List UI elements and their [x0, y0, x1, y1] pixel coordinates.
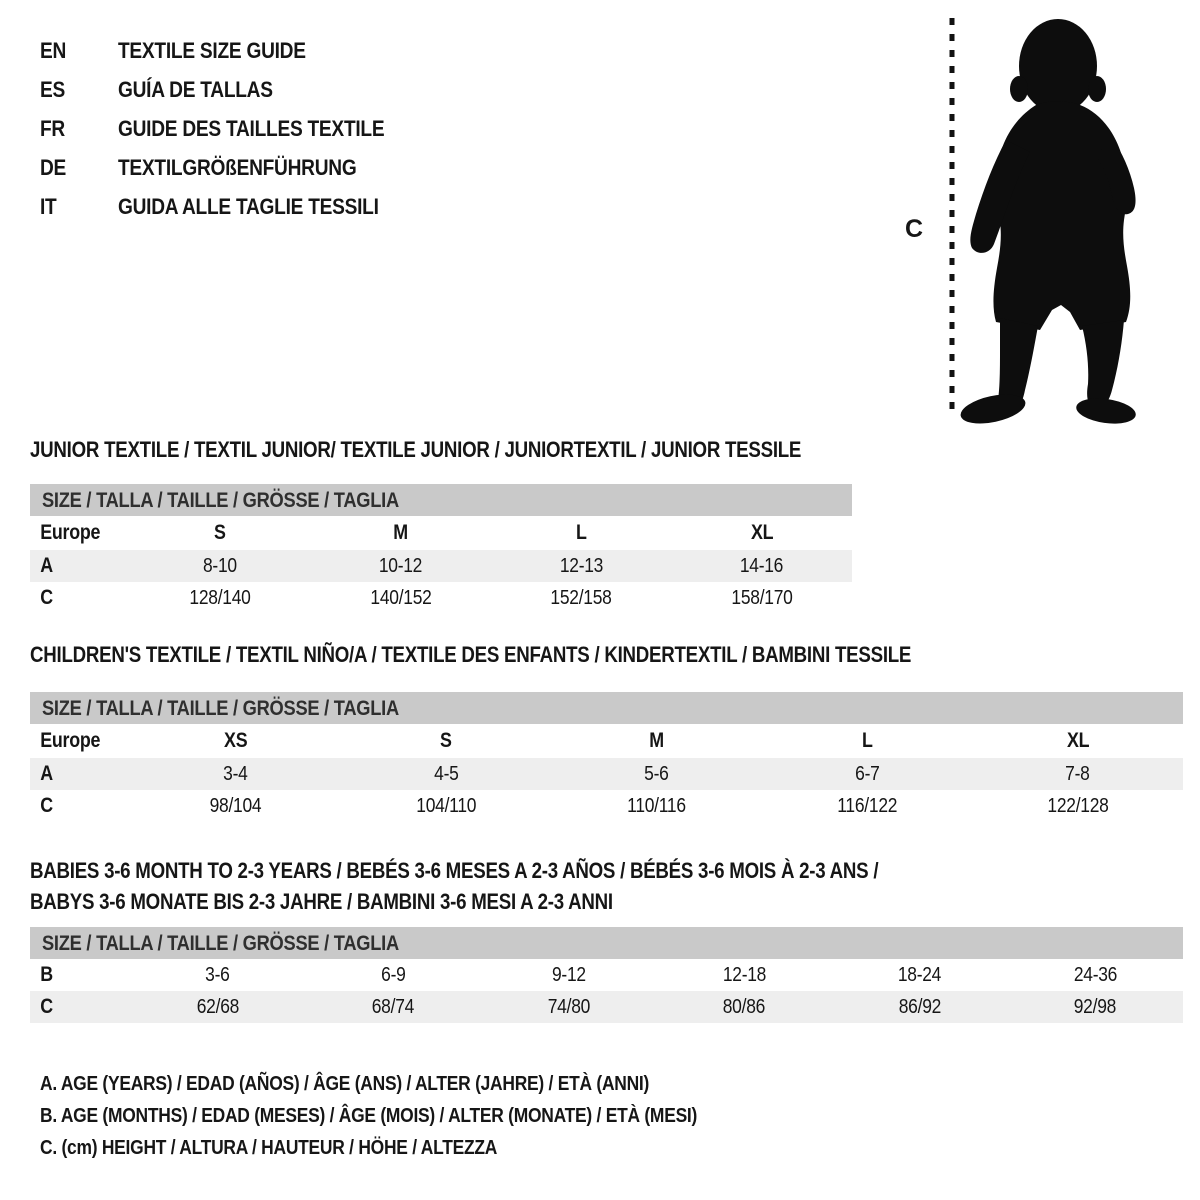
language-title: GUÍA DE TALLAS — [118, 76, 273, 102]
section-title-line — [30, 438, 1183, 462]
cell-value: 7-8 — [1065, 762, 1090, 785]
size-table — [30, 484, 852, 614]
cell-value: 10-12 — [379, 554, 423, 577]
table-cell — [657, 995, 833, 1019]
language-row — [40, 109, 431, 148]
section-title-text: JUNIOR TEXTILE / TEXTIL JUNIOR/ TEXTILE JUNIOR / JUNIORTEXTIL / JUNIOR TESSILE — [30, 437, 802, 462]
row-label: C — [40, 586, 53, 609]
table-cell — [551, 794, 762, 818]
toddler-silhouette — [958, 19, 1137, 429]
cell-value: 4-5 — [433, 762, 459, 785]
footnote-text: B. AGE (MONTHS) / EDAD (MESES) / ÂGE (MOIS) / ALTER (MONATE) / ETÀ (MESI) — [40, 1104, 698, 1127]
table-cell — [972, 729, 1183, 753]
cell-value: 140/152 — [370, 586, 432, 609]
size-header-text: SIZE / TALLA / TAILLE / GRÖSSE / TAGLIA — [42, 695, 399, 720]
section-title — [30, 438, 1183, 462]
row-label: A — [40, 554, 53, 577]
table-row — [30, 724, 1183, 758]
section-title-text: CHILDREN'S TEXTILE / TEXTIL NIÑO/A / TEXTILE DES ENFANTS / KINDERTEXTIL / BAMBINI TESSILE — [30, 642, 912, 667]
footnotes — [40, 1068, 813, 1164]
size-guide-section — [30, 855, 1183, 1023]
footnote-text: C. (cm) HEIGHT / ALTURA / HAUTEUR / HÖHE / ALTEZZA — [40, 1136, 498, 1159]
cell-value: 14-16 — [740, 554, 784, 577]
table-row — [30, 959, 1183, 991]
size-table — [30, 927, 1183, 1023]
cell-value: XS — [223, 729, 247, 752]
footnote — [40, 1068, 813, 1100]
table-cell — [341, 729, 552, 753]
size-table — [30, 692, 1183, 822]
cell-value: M — [649, 729, 664, 752]
table-cell — [306, 963, 482, 987]
row-label: C — [40, 995, 53, 1018]
language-title: TEXTILGRÖßENFÜHRUNG — [118, 154, 357, 180]
table-cell — [311, 554, 492, 578]
cell-value: 12-13 — [559, 554, 603, 577]
section-title-line — [30, 855, 1183, 886]
height-figure — [940, 0, 1200, 440]
language-row — [40, 187, 431, 226]
height-measure-label: C — [905, 215, 924, 243]
size-guide-section — [30, 438, 1183, 614]
size-header-text: SIZE / TALLA / TAILLE / GRÖSSE / TAGLIA — [42, 487, 399, 512]
table-cell — [311, 521, 492, 545]
table-cell — [130, 762, 341, 786]
cell-value: 74/80 — [547, 995, 590, 1018]
row-label: Europe — [40, 521, 101, 544]
section-title-line — [30, 886, 1183, 917]
table-cell — [130, 794, 341, 818]
table-cell — [130, 586, 311, 610]
table-cell — [481, 995, 657, 1019]
language-row — [40, 148, 431, 187]
language-title: TEXTILE SIZE GUIDE — [118, 37, 306, 63]
size-header-bar — [30, 927, 1183, 959]
section-title — [30, 855, 1183, 917]
language-code: IT — [40, 193, 57, 219]
table-cell — [1008, 995, 1184, 1019]
cell-value: 104/110 — [415, 794, 476, 817]
table-cell — [491, 586, 672, 610]
cell-value: L — [861, 729, 873, 752]
language-title: GUIDE DES TAILLES TEXTILE — [118, 115, 385, 141]
table-cell — [672, 586, 853, 610]
cell-value: S — [440, 729, 452, 752]
cell-value: 3-6 — [205, 963, 230, 986]
cell-value: 92/98 — [1074, 995, 1117, 1018]
row-label: C — [40, 794, 53, 817]
table-cell — [130, 729, 341, 753]
cell-value: 128/140 — [189, 586, 251, 609]
cell-value: M — [393, 521, 409, 544]
size-header-bar — [30, 692, 1183, 724]
cell-value: 110/116 — [627, 794, 686, 817]
cell-value: 24-36 — [1073, 963, 1117, 986]
cell-value: 122/128 — [1047, 794, 1109, 817]
table-cell — [341, 794, 552, 818]
row-label: A — [40, 762, 53, 785]
section-title-text: BABYS 3-6 MONATE BIS 2-3 JAHRE / BAMBINI 3-6 MESI A 2-3 ANNI — [30, 889, 613, 914]
language-code: FR — [40, 115, 65, 141]
language-row — [40, 70, 431, 109]
language-title: GUIDA ALLE TAGLIE TESSILI — [118, 193, 379, 219]
section-title-text: BABIES 3-6 MONTH TO 2-3 YEARS / BEBÉS 3-6 MESES A 2-3 AÑOS / BÉBÉS 3-6 MOIS À 2-3 ANS / — [30, 858, 879, 883]
table-row — [30, 582, 852, 614]
section-title-line — [30, 643, 1183, 667]
cell-value: 3-4 — [223, 762, 248, 785]
height-figure-graphic — [940, 0, 1200, 440]
cell-value: 9-12 — [551, 963, 586, 986]
table-row — [30, 550, 852, 582]
cell-value: 8-10 — [203, 554, 238, 577]
size-header-bar — [30, 484, 852, 516]
row-label: B — [40, 963, 53, 986]
table-cell — [832, 995, 1008, 1019]
table-cell — [491, 521, 672, 545]
cell-value: 62/68 — [196, 995, 239, 1018]
language-code: DE — [40, 154, 67, 180]
sections — [30, 438, 1183, 1023]
cell-value: 6-9 — [381, 963, 406, 986]
table-cell — [672, 554, 853, 578]
size-header-text: SIZE / TALLA / TAILLE / GRÖSSE / TAGLIA — [42, 930, 399, 955]
cell-value: S — [214, 521, 227, 544]
language-list — [40, 31, 431, 226]
table-row — [30, 790, 1183, 822]
table-cell — [311, 586, 492, 610]
cell-value: XL — [750, 521, 773, 544]
cell-value: 116/122 — [837, 794, 898, 817]
table-cell — [972, 762, 1183, 786]
cell-value: 68/74 — [372, 995, 415, 1018]
table-cell — [130, 963, 306, 987]
table-cell — [130, 554, 311, 578]
cell-value: L — [575, 521, 587, 544]
table-cell — [551, 729, 762, 753]
cell-value: XL — [1066, 729, 1089, 752]
cell-value: 98/104 — [209, 794, 262, 817]
size-guide-section — [30, 643, 1183, 822]
cell-value: 5-6 — [644, 762, 669, 785]
row-label: Europe — [40, 729, 101, 752]
table-cell — [481, 963, 657, 987]
table-cell — [306, 995, 482, 1019]
cell-value: 80/86 — [723, 995, 766, 1018]
footnote — [40, 1100, 813, 1132]
table-cell — [551, 762, 762, 786]
table-cell — [762, 762, 973, 786]
footnote — [40, 1132, 813, 1164]
cell-value: 6-7 — [854, 762, 880, 785]
table-cell — [762, 729, 973, 753]
footnote-text: A. AGE (YEARS) / EDAD (AÑOS) / ÂGE (ANS) / ALTER (JAHRE) / ETÀ (ANNI) — [40, 1072, 650, 1095]
section-title — [30, 643, 1183, 667]
cell-value: 152/158 — [550, 586, 612, 609]
table-cell — [657, 963, 833, 987]
table-cell — [972, 794, 1183, 818]
cell-value: 12-18 — [722, 963, 766, 986]
table-cell — [762, 794, 973, 818]
table-cell — [1008, 963, 1184, 987]
table-cell — [130, 521, 311, 545]
cell-value: 86/92 — [898, 995, 941, 1018]
table-cell — [341, 762, 552, 786]
language-code: EN — [40, 37, 67, 63]
table-row — [30, 991, 1183, 1023]
table-cell — [130, 995, 306, 1019]
table-row — [30, 516, 852, 550]
cell-value: 18-24 — [898, 963, 942, 986]
table-cell — [491, 554, 672, 578]
language-code: ES — [40, 76, 66, 102]
table-row — [30, 758, 1183, 790]
table-cell — [672, 521, 853, 545]
cell-value: 158/170 — [731, 586, 793, 609]
table-cell — [832, 963, 1008, 987]
language-row — [40, 31, 431, 70]
